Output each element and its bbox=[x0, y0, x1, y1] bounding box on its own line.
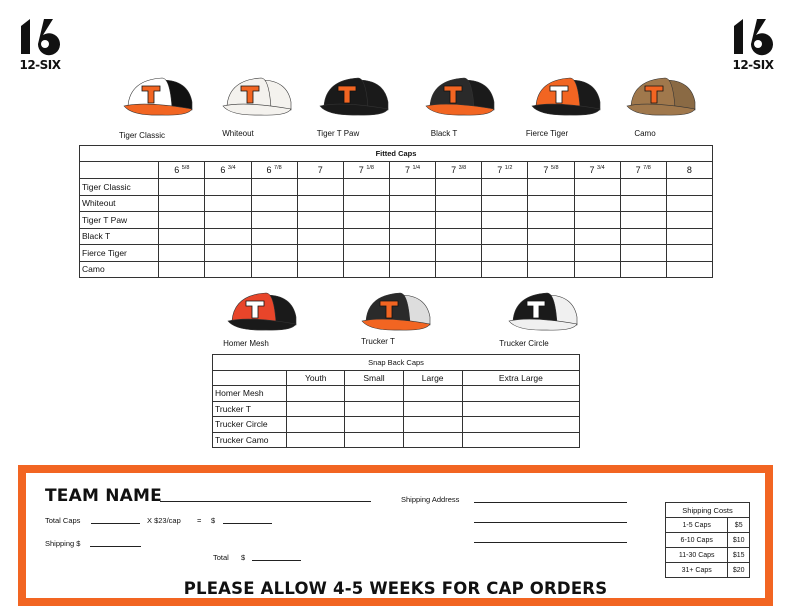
fitted-qty-cell[interactable] bbox=[251, 212, 297, 229]
snap-back-caps-title: Snap Back Caps bbox=[213, 355, 580, 371]
fitted-qty-cell[interactable] bbox=[297, 179, 343, 196]
shipping-address-field-3[interactable] bbox=[474, 542, 627, 543]
fitted-qty-cell[interactable] bbox=[620, 228, 666, 245]
fitted-cap-label-0: Tiger Classic bbox=[119, 131, 165, 140]
brand-logo-left bbox=[18, 17, 62, 72]
fitted-qty-cell[interactable] bbox=[436, 261, 482, 278]
snap-qty-cell[interactable] bbox=[403, 386, 462, 402]
snap-size-header-2: Large bbox=[403, 371, 462, 386]
corner-cell bbox=[213, 371, 287, 386]
snap-row-label-1: Trucker T bbox=[213, 401, 287, 417]
shipping-cost-3: $20 bbox=[728, 563, 750, 578]
fitted-cap-image-0 bbox=[122, 72, 196, 120]
fitted-qty-cell[interactable] bbox=[436, 228, 482, 245]
fitted-qty-cell[interactable] bbox=[205, 179, 251, 196]
brand-logo-text: 12-SIX bbox=[732, 58, 774, 72]
total-label: Total bbox=[213, 553, 229, 562]
shipping-qty-0: 1-5 Caps bbox=[666, 518, 728, 533]
fitted-qty-cell[interactable] bbox=[666, 212, 712, 229]
fitted-qty-cell[interactable] bbox=[297, 245, 343, 262]
snap-qty-cell[interactable] bbox=[345, 401, 403, 417]
shipping-qty-1: 6-10 Caps bbox=[666, 533, 728, 548]
snap-row-label-0: Homer Mesh bbox=[213, 386, 287, 402]
snap-qty-cell[interactable] bbox=[345, 417, 403, 433]
fitted-qty-cell[interactable] bbox=[574, 261, 620, 278]
fitted-qty-cell[interactable] bbox=[205, 261, 251, 278]
fitted-qty-cell[interactable] bbox=[389, 195, 435, 212]
fitted-qty-cell[interactable] bbox=[159, 261, 205, 278]
fitted-qty-cell[interactable] bbox=[343, 245, 389, 262]
fitted-qty-cell[interactable] bbox=[482, 228, 528, 245]
brand-logo-mark bbox=[19, 17, 61, 57]
snap-table-row bbox=[213, 417, 580, 433]
fitted-table-row bbox=[80, 261, 713, 278]
price-per-cap: X $23/cap bbox=[147, 516, 181, 525]
snap-qty-cell[interactable] bbox=[403, 432, 462, 448]
fitted-qty-cell[interactable] bbox=[620, 261, 666, 278]
shipping-qty-2: 11-30 Caps bbox=[666, 548, 728, 563]
snap-row-label-3: Trucker Camo bbox=[213, 432, 287, 448]
fitted-qty-cell[interactable] bbox=[436, 195, 482, 212]
shipping-cost-2: $15 bbox=[728, 548, 750, 563]
fitted-qty-cell[interactable] bbox=[666, 179, 712, 196]
snap-row-label-2: Trucker Circle bbox=[213, 417, 287, 433]
snap-qty-cell[interactable] bbox=[462, 432, 579, 448]
fitted-row-label-4: Fierce Tiger bbox=[80, 245, 159, 262]
fitted-row-label-5: Camo bbox=[80, 261, 159, 278]
fitted-qty-cell[interactable] bbox=[436, 245, 482, 262]
delivery-notice: PLEASE ALLOW 4-5 WEEKS FOR CAP ORDERS bbox=[183, 579, 608, 598]
snap-size-header-0: Youth bbox=[287, 371, 345, 386]
snap-qty-cell[interactable] bbox=[462, 401, 579, 417]
fitted-qty-cell[interactable] bbox=[620, 245, 666, 262]
fitted-size-header-2: 6 $^{7/8}$ bbox=[251, 162, 297, 179]
fitted-row-label-0: Tiger Classic bbox=[80, 179, 159, 196]
snap-qty-cell[interactable] bbox=[403, 417, 462, 433]
fitted-caps-table bbox=[79, 145, 713, 278]
fitted-cap-label-1: Whiteout bbox=[222, 129, 254, 138]
fitted-qty-cell[interactable] bbox=[159, 195, 205, 212]
brand-logo-mark bbox=[732, 17, 774, 57]
snap-cap-label-0: Homer Mesh bbox=[223, 339, 269, 348]
fitted-qty-cell[interactable] bbox=[343, 179, 389, 196]
shipping-cost-row bbox=[666, 563, 750, 578]
snap-qty-cell[interactable] bbox=[462, 417, 579, 433]
team-name-field[interactable] bbox=[160, 501, 371, 502]
shipping-costs-title: Shipping Costs bbox=[666, 503, 750, 518]
fitted-qty-cell[interactable] bbox=[251, 228, 297, 245]
shipping-field[interactable] bbox=[90, 546, 141, 547]
shipping-cost-row bbox=[666, 548, 750, 563]
fitted-qty-cell[interactable] bbox=[666, 195, 712, 212]
snap-cap-image-2 bbox=[507, 287, 581, 335]
fitted-qty-cell[interactable] bbox=[297, 228, 343, 245]
fitted-table-row bbox=[80, 228, 713, 245]
total-caps-field[interactable] bbox=[91, 523, 140, 524]
fitted-table-row bbox=[80, 195, 713, 212]
fitted-row-label-2: Tiger T Paw bbox=[80, 212, 159, 229]
fitted-cap-label-2: Tiger T Paw bbox=[316, 129, 360, 138]
fitted-qty-cell[interactable] bbox=[205, 228, 251, 245]
fitted-cap-image-2 bbox=[318, 72, 392, 120]
shipping-costs-table bbox=[665, 502, 750, 578]
fitted-size-header-10: 7 $^{7/8}$ bbox=[620, 162, 666, 179]
shipping-cost-1: $10 bbox=[728, 533, 750, 548]
snap-qty-cell[interactable] bbox=[287, 432, 345, 448]
fitted-size-header-4: 7 $^{1/8}$ bbox=[343, 162, 389, 179]
subtotal-dollar-sign: $ bbox=[211, 516, 216, 525]
fitted-size-header-1: 6 $^{3/4}$ bbox=[205, 162, 251, 179]
fitted-qty-cell[interactable] bbox=[528, 261, 574, 278]
shipping-qty-3: 31+ Caps bbox=[666, 563, 728, 578]
fitted-qty-cell[interactable] bbox=[436, 212, 482, 229]
fitted-cap-label-4: Fierce Tiger bbox=[525, 129, 569, 138]
fitted-qty-cell[interactable] bbox=[620, 195, 666, 212]
fitted-qty-cell[interactable] bbox=[574, 195, 620, 212]
fitted-qty-cell[interactable] bbox=[343, 261, 389, 278]
snap-qty-cell[interactable] bbox=[287, 417, 345, 433]
snap-cap-label-1: Trucker T bbox=[361, 337, 395, 346]
shipping-address-label: Shipping Address bbox=[401, 495, 460, 504]
snap-table-row bbox=[213, 386, 580, 402]
fitted-qty-cell[interactable] bbox=[389, 179, 435, 196]
fitted-size-header-0: 6 $^{5/8}$ bbox=[159, 162, 205, 179]
snap-table-row bbox=[213, 432, 580, 448]
snap-cap-label-2: Trucker Circle bbox=[499, 339, 549, 348]
fitted-qty-cell[interactable] bbox=[666, 228, 712, 245]
corner-cell bbox=[80, 162, 159, 179]
snap-qty-cell[interactable] bbox=[403, 401, 462, 417]
fitted-qty-cell[interactable] bbox=[574, 179, 620, 196]
fitted-cap-label-3: Black T bbox=[430, 129, 458, 138]
fitted-qty-cell[interactable] bbox=[482, 195, 528, 212]
fitted-size-header-5: 7 $^{1/4}$ bbox=[389, 162, 435, 179]
snap-qty-cell[interactable] bbox=[287, 401, 345, 417]
fitted-size-header-3: 7 bbox=[297, 162, 343, 179]
fitted-qty-cell[interactable] bbox=[343, 212, 389, 229]
snap-cap-image-1 bbox=[360, 287, 434, 335]
fitted-qty-cell[interactable] bbox=[159, 212, 205, 229]
snap-size-header-1: Small bbox=[345, 371, 403, 386]
fitted-qty-cell[interactable] bbox=[482, 245, 528, 262]
fitted-qty-cell[interactable] bbox=[159, 228, 205, 245]
fitted-qty-cell[interactable] bbox=[251, 261, 297, 278]
fitted-qty-cell[interactable] bbox=[574, 245, 620, 262]
shipping-address-field-2[interactable] bbox=[474, 522, 627, 523]
shipping-cost-row bbox=[666, 533, 750, 548]
fitted-qty-cell[interactable] bbox=[205, 245, 251, 262]
fitted-qty-cell[interactable] bbox=[389, 245, 435, 262]
fitted-qty-cell[interactable] bbox=[574, 212, 620, 229]
subtotal-field[interactable] bbox=[223, 523, 272, 524]
order-form bbox=[18, 465, 773, 606]
fitted-qty-cell[interactable] bbox=[666, 261, 712, 278]
fitted-qty-cell[interactable] bbox=[528, 195, 574, 212]
total-caps-label: Total Caps bbox=[45, 516, 81, 525]
fitted-qty-cell[interactable] bbox=[574, 228, 620, 245]
equals-sign: = bbox=[197, 516, 202, 525]
fitted-qty-cell[interactable] bbox=[251, 195, 297, 212]
brand-logo-text: 12-SIX bbox=[19, 58, 61, 72]
fitted-qty-cell[interactable] bbox=[436, 179, 482, 196]
snap-table-row bbox=[213, 401, 580, 417]
fitted-size-header-7: 7 $^{1/2}$ bbox=[482, 162, 528, 179]
fitted-qty-cell[interactable] bbox=[297, 195, 343, 212]
shipping-cost-row bbox=[666, 518, 750, 533]
fitted-qty-cell[interactable] bbox=[482, 212, 528, 229]
fitted-size-header-8: 7 $^{5/8}$ bbox=[528, 162, 574, 179]
fitted-cap-image-3 bbox=[424, 72, 498, 120]
shipping-label: Shipping $ bbox=[45, 539, 81, 548]
fitted-table-row bbox=[80, 245, 713, 262]
fitted-qty-cell[interactable] bbox=[528, 179, 574, 196]
fitted-caps-title: Fitted Caps bbox=[80, 146, 713, 162]
snap-cap-image-0 bbox=[226, 287, 300, 335]
shipping-cost-0: $5 bbox=[728, 518, 750, 533]
fitted-size-header-row bbox=[80, 162, 713, 179]
fitted-cap-image-4 bbox=[530, 72, 604, 120]
snap-qty-cell[interactable] bbox=[345, 386, 403, 402]
snap-size-header-row bbox=[213, 371, 580, 386]
fitted-size-header-11: 8 bbox=[666, 162, 712, 179]
fitted-table-row bbox=[80, 179, 713, 196]
fitted-qty-cell[interactable] bbox=[482, 179, 528, 196]
snap-size-header-3: Extra Large bbox=[462, 371, 579, 386]
snap-back-caps-table bbox=[212, 354, 580, 448]
shipping-address-field-1[interactable] bbox=[474, 502, 627, 503]
fitted-qty-cell[interactable] bbox=[251, 179, 297, 196]
fitted-qty-cell[interactable] bbox=[482, 261, 528, 278]
total-dollar-sign: $ bbox=[241, 553, 246, 562]
fitted-qty-cell[interactable] bbox=[297, 212, 343, 229]
fitted-qty-cell[interactable] bbox=[343, 228, 389, 245]
team-name-label: TEAM NAME bbox=[45, 486, 162, 506]
total-field[interactable] bbox=[252, 560, 301, 561]
fitted-qty-cell[interactable] bbox=[620, 212, 666, 229]
snap-qty-cell[interactable] bbox=[287, 386, 345, 402]
fitted-table-row bbox=[80, 212, 713, 229]
fitted-qty-cell[interactable] bbox=[389, 228, 435, 245]
fitted-qty-cell[interactable] bbox=[205, 212, 251, 229]
fitted-row-label-1: Whiteout bbox=[80, 195, 159, 212]
fitted-qty-cell[interactable] bbox=[528, 212, 574, 229]
fitted-qty-cell[interactable] bbox=[205, 195, 251, 212]
fitted-qty-cell[interactable] bbox=[528, 228, 574, 245]
fitted-qty-cell[interactable] bbox=[528, 245, 574, 262]
fitted-qty-cell[interactable] bbox=[666, 245, 712, 262]
brand-logo-right bbox=[731, 17, 775, 72]
snap-qty-cell[interactable] bbox=[345, 432, 403, 448]
fitted-qty-cell[interactable] bbox=[389, 212, 435, 229]
fitted-size-header-6: 7 $^{3/8}$ bbox=[436, 162, 482, 179]
fitted-qty-cell[interactable] bbox=[297, 261, 343, 278]
fitted-qty-cell[interactable] bbox=[389, 261, 435, 278]
snap-qty-cell[interactable] bbox=[462, 386, 579, 402]
fitted-qty-cell[interactable] bbox=[159, 245, 205, 262]
fitted-size-header-9: 7 $^{3/4}$ bbox=[574, 162, 620, 179]
fitted-qty-cell[interactable] bbox=[159, 179, 205, 196]
fitted-qty-cell[interactable] bbox=[251, 245, 297, 262]
fitted-cap-label-5: Camo bbox=[634, 129, 656, 138]
fitted-row-label-3: Black T bbox=[80, 228, 159, 245]
fitted-cap-image-1 bbox=[221, 72, 295, 120]
fitted-cap-image-5 bbox=[625, 72, 699, 120]
fitted-qty-cell[interactable] bbox=[620, 179, 666, 196]
fitted-qty-cell[interactable] bbox=[343, 195, 389, 212]
